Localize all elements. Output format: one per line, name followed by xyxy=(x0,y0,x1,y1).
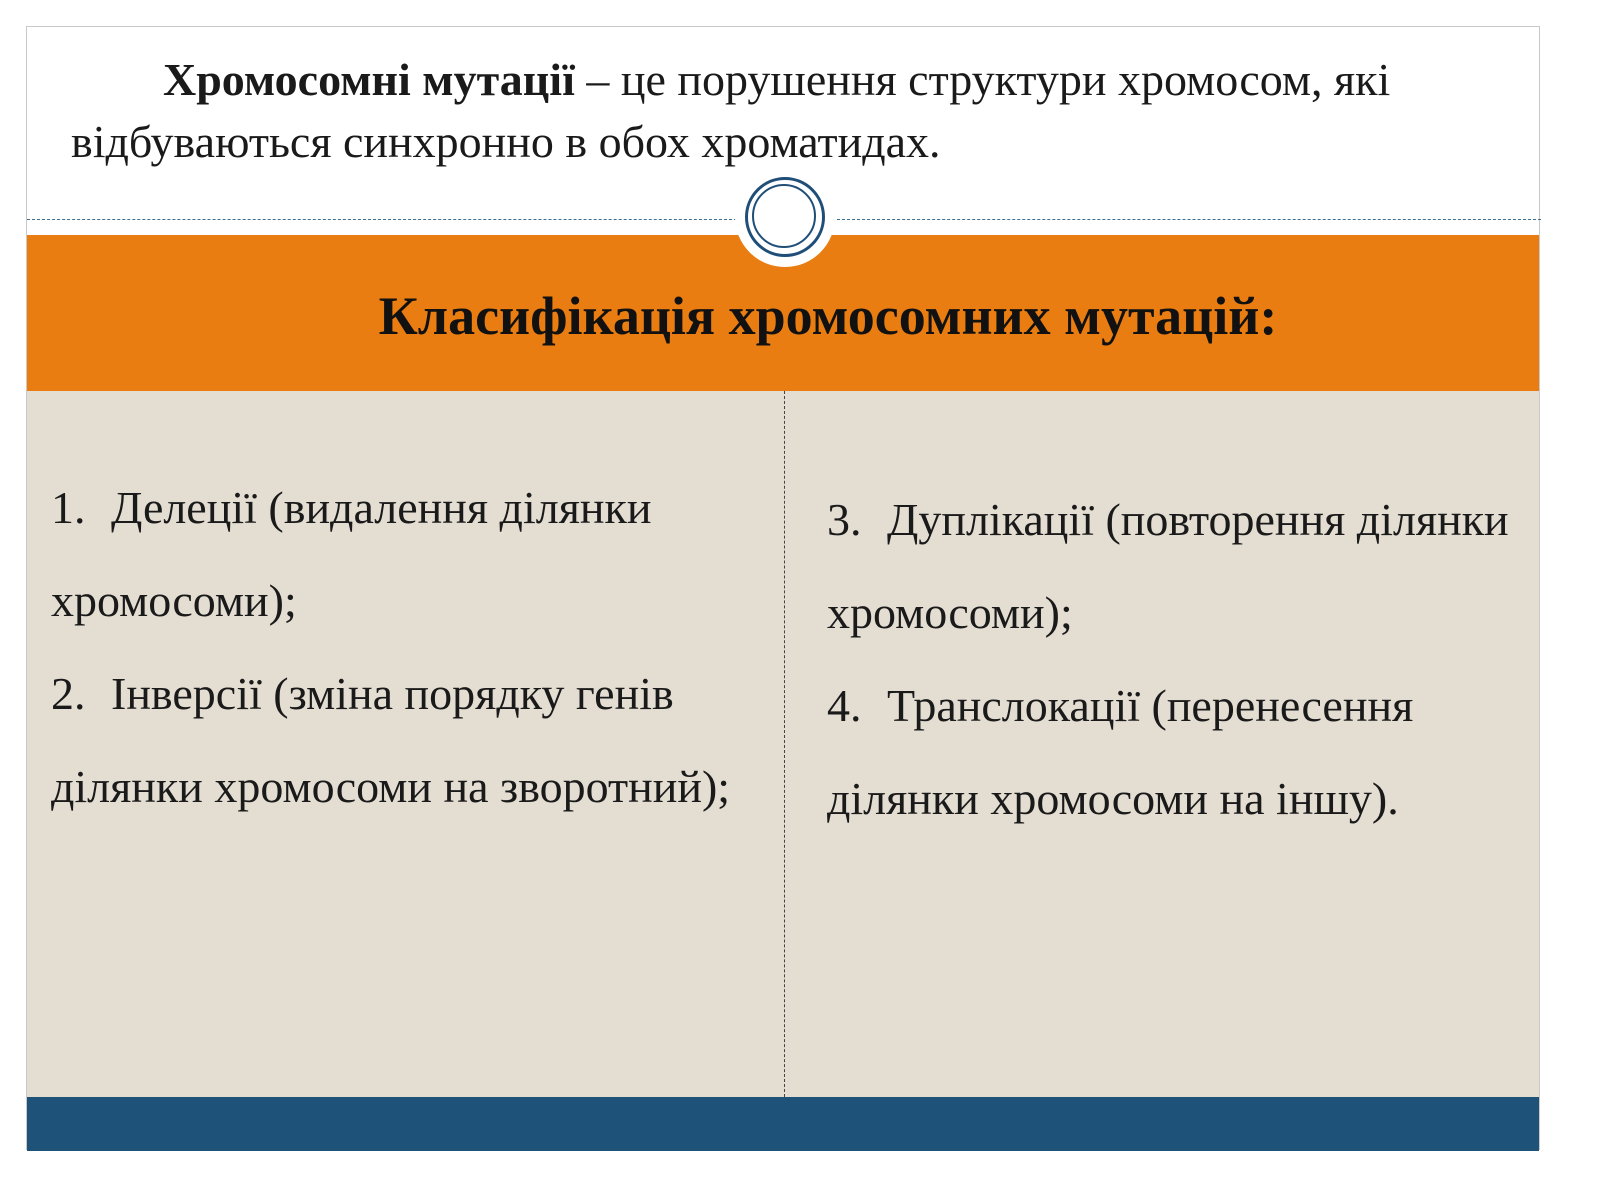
definition-text xyxy=(71,49,1511,173)
column-divider xyxy=(784,391,785,1097)
right-column xyxy=(827,473,1527,845)
list-item: 1. Делеції (видалення ділянки хромосоми); xyxy=(51,482,652,626)
divider-line-right xyxy=(837,219,1541,220)
divider-line-left xyxy=(27,219,737,220)
circle-ornament-icon xyxy=(735,167,835,267)
definition-term: Хромосомні мутації xyxy=(163,54,575,105)
classification-heading: Класифікація хромосомних мутацій: xyxy=(378,286,1278,346)
left-column xyxy=(51,461,771,833)
definition-body: – це порушення структури хромосом, які відбуваються синхронно в обох хроматидах. xyxy=(71,54,1391,167)
list-item: 4. Транслокації (перенесення ділянки хромосоми на іншу). xyxy=(827,680,1414,824)
content-area xyxy=(27,391,1539,1097)
list-item: 2. Інверсії (зміна порядку генів ділянки хромосоми на зворотний); xyxy=(51,668,731,812)
footer-bar xyxy=(27,1097,1539,1151)
list-item: 3. Дуплікації (повторення ділянки хромосоми); xyxy=(827,494,1509,638)
slide xyxy=(26,26,1540,1150)
